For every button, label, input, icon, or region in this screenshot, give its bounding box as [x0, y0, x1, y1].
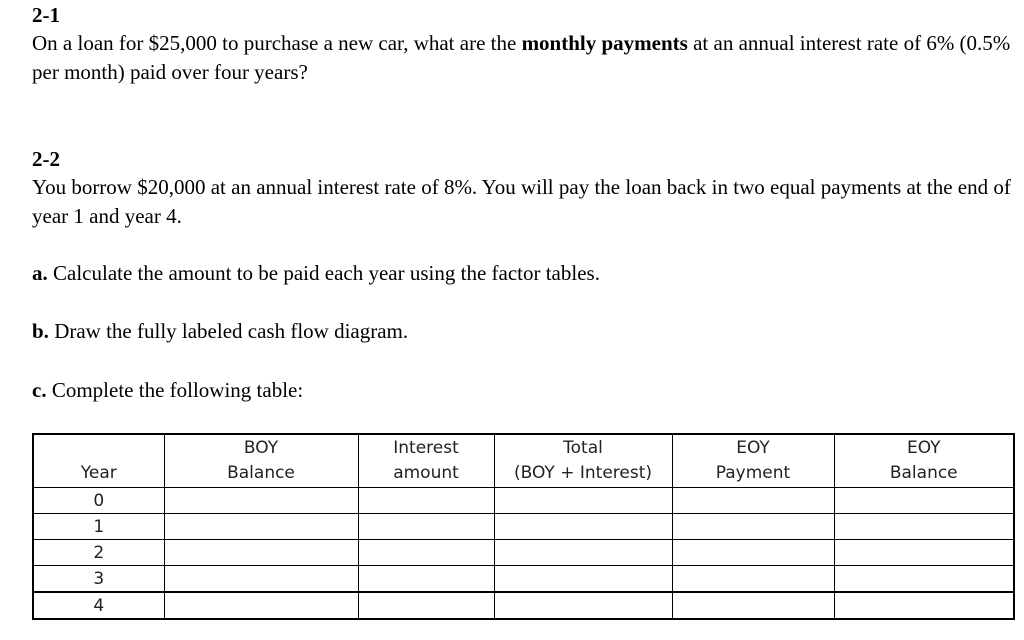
part-a-label: a.: [32, 261, 48, 285]
part-c-label: c.: [32, 378, 47, 402]
problem-2-2-part-b: [32, 317, 1012, 346]
eoy-balance-cell[interactable]: [834, 540, 1014, 566]
interest-amount-cell[interactable]: [358, 592, 494, 619]
table-header-row: [33, 434, 1014, 488]
interest-amount-cell[interactable]: [358, 540, 494, 566]
problem-2-1-number: 2-1: [32, 3, 60, 27]
eoy-balance-cell[interactable]: [834, 488, 1014, 514]
boy-balance-cell[interactable]: [164, 514, 358, 540]
total-cell[interactable]: [494, 566, 672, 593]
eoy-payment-cell[interactable]: [672, 592, 834, 619]
boy-balance-cell[interactable]: [164, 592, 358, 619]
problem-2-1-bold-phrase: monthly payments: [521, 31, 688, 55]
eoy-payment-cell[interactable]: [672, 540, 834, 566]
table-row: [33, 540, 1014, 566]
boy-balance-cell[interactable]: [164, 540, 358, 566]
loan-balance-table: [32, 433, 1015, 620]
year-cell: 3: [33, 566, 164, 593]
year-cell: 1: [33, 514, 164, 540]
total-cell[interactable]: [494, 592, 672, 619]
problem-2-1-text-after: at an annual interest rate of 6% (0.5% per month) paid over four years?: [32, 31, 1011, 84]
problem-2-2-part-a: [32, 259, 1012, 288]
problem-2-1-text: [32, 29, 1012, 87]
header-eoy-payment: EOY Payment: [672, 434, 834, 488]
eoy-balance-cell[interactable]: [834, 514, 1014, 540]
table-row: [33, 488, 1014, 514]
year-cell: 0: [33, 488, 164, 514]
interest-amount-cell[interactable]: [358, 566, 494, 593]
part-b-text: Draw the fully labeled cash flow diagram.: [48, 319, 409, 343]
eoy-balance-cell[interactable]: [834, 592, 1014, 619]
header-year: Year: [33, 434, 164, 488]
problem-2-1-text-before: On a loan for $25,000 to purchase a new car, what are the: [32, 31, 522, 55]
interest-amount-cell[interactable]: [358, 514, 494, 540]
year-cell: 2: [33, 540, 164, 566]
total-cell[interactable]: [494, 514, 672, 540]
header-total: Total (BOY + Interest): [494, 434, 672, 488]
eoy-payment-cell[interactable]: [672, 488, 834, 514]
header-boy-balance: BOY Balance: [164, 434, 358, 488]
eoy-payment-cell[interactable]: [672, 514, 834, 540]
interest-amount-cell[interactable]: [358, 488, 494, 514]
header-eoy-balance: EOY Balance: [834, 434, 1014, 488]
table-row: [33, 514, 1014, 540]
table-row: [33, 566, 1014, 593]
part-b-label: b.: [32, 319, 49, 343]
boy-balance-cell[interactable]: [164, 566, 358, 593]
part-a-text: Calculate the amount to be paid each year using the factor tables.: [47, 261, 600, 285]
header-interest-amount: Interest amount: [358, 434, 494, 488]
boy-balance-cell[interactable]: [164, 488, 358, 514]
year-cell: 4: [33, 592, 164, 619]
eoy-balance-cell[interactable]: [834, 566, 1014, 593]
total-cell[interactable]: [494, 488, 672, 514]
eoy-payment-cell[interactable]: [672, 566, 834, 593]
part-c-text: Complete the following table:: [46, 378, 304, 402]
total-cell[interactable]: [494, 540, 672, 566]
problem-2-2-text: You borrow $20,000 at an annual interest rate of 8%. You will pay the loan back in two equal payments at the end of year 1 and year 4.: [32, 175, 1011, 228]
problem-2-2-part-c: [32, 376, 1012, 405]
problem-2-2-number: 2-2: [32, 147, 60, 171]
table-row: [33, 592, 1014, 619]
